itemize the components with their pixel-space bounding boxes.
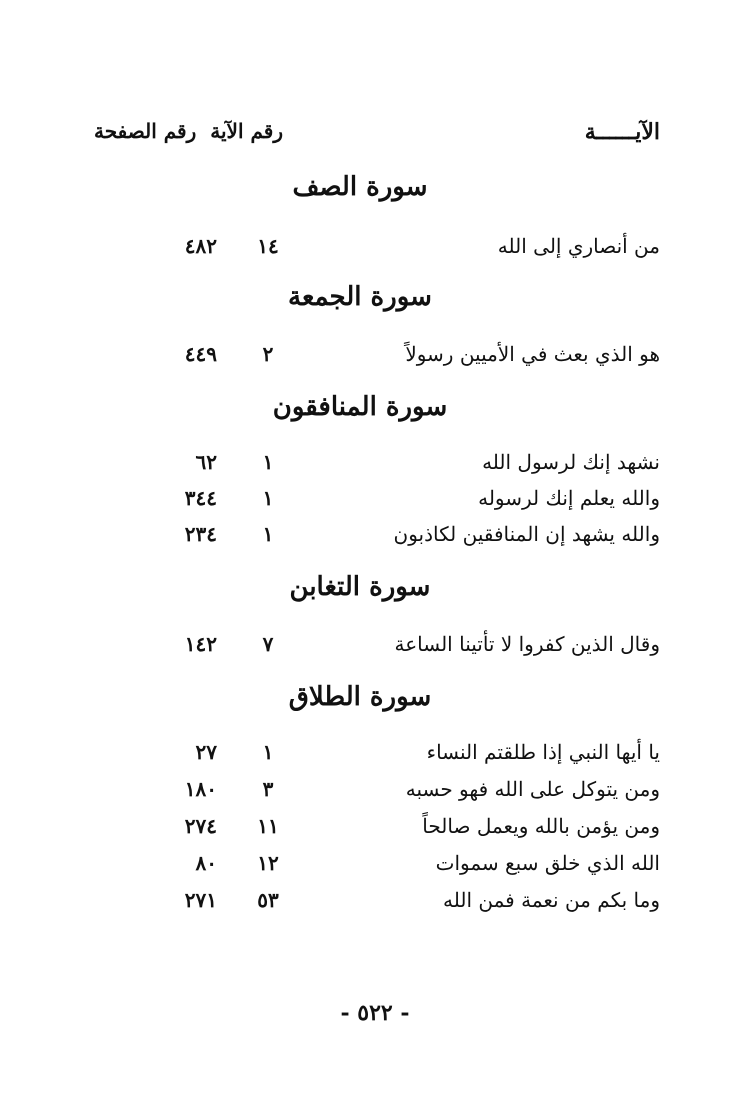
page-number-footer: - ٥٢٢ -: [340, 1000, 410, 1026]
column-header-page-number: رقم الصفحة: [94, 119, 197, 143]
ayah-text: ومن يتوكل على الله فهو حسبه: [405, 777, 660, 801]
index-row: [93, 342, 660, 376]
page-number: ٨٠: [195, 851, 217, 875]
index-row: [93, 234, 660, 268]
ayah-text: الله الذي خلق سبع سموات: [435, 851, 660, 875]
index-row: [93, 522, 660, 556]
ayah-number: ١١: [257, 814, 279, 838]
ayah-number: ١٢: [257, 851, 279, 875]
index-row: [93, 851, 660, 885]
page-number: ٤٤٩: [184, 342, 217, 366]
index-row: [93, 888, 660, 922]
page-number: ١٤٢: [184, 632, 217, 656]
index-row: [93, 450, 660, 484]
page-number: ١٨٠: [184, 777, 217, 801]
surah-title: سورة التغابن: [289, 572, 431, 602]
ayah-text: من أنصاري إلى الله: [497, 234, 660, 258]
ayah-number: ١: [262, 486, 274, 510]
index-row: [93, 486, 660, 520]
surah-title: سورة الصف: [292, 172, 428, 202]
ayah-text: والله يشهد إن المنافقين لكاذبون: [393, 522, 660, 546]
ayah-text: ومن يؤمن بالله ويعمل صالحاً: [422, 814, 660, 838]
index-row: [93, 740, 660, 774]
ayah-text: وقال الذين كفروا لا تأتينا الساعة: [394, 632, 660, 656]
ayah-number: ٣: [262, 777, 274, 801]
column-headers-numbers: [93, 119, 283, 143]
ayah-text: والله يعلم إنك لرسوله: [478, 486, 660, 510]
ayah-number: ١: [262, 522, 274, 546]
page-number: ٢٧: [195, 740, 217, 764]
ayah-number: ٥٣: [257, 888, 279, 912]
ayah-number: ٧: [262, 632, 274, 656]
ayah-text: وما بكم من نعمة فمن الله: [443, 888, 660, 912]
page-number: ٦٢: [195, 450, 217, 474]
index-row: [93, 632, 660, 666]
page-number: ٢٧١: [184, 888, 217, 912]
ayah-number: ١٤: [257, 234, 279, 258]
ayah-number: ١: [262, 740, 274, 764]
page-number: ٤٨٢: [184, 234, 217, 258]
ayah-text: يا أيها النبي إذا طلقتم النساء: [426, 740, 660, 764]
surah-title: سورة الطلاق: [288, 682, 432, 712]
surah-title: سورة الجمعة: [288, 282, 432, 312]
index-row: [93, 814, 660, 848]
column-header-ayah: الآيــــــة: [584, 119, 660, 145]
ayah-text: هو الذي بعث في الأميين رسولاً: [405, 342, 660, 366]
page-number: ٢٧٤: [184, 814, 217, 838]
page-number: ٢٣٤: [184, 522, 217, 546]
column-header-ayah-number: رقم الآية: [210, 119, 283, 143]
ayah-text: نشهد إنك لرسول الله: [482, 450, 660, 474]
index-row: [93, 777, 660, 811]
ayah-number: ١: [262, 450, 274, 474]
ayah-number: ٢: [262, 342, 274, 366]
surah-title: سورة المنافقون: [272, 392, 448, 422]
page-number: ٣٤٤: [184, 486, 217, 510]
